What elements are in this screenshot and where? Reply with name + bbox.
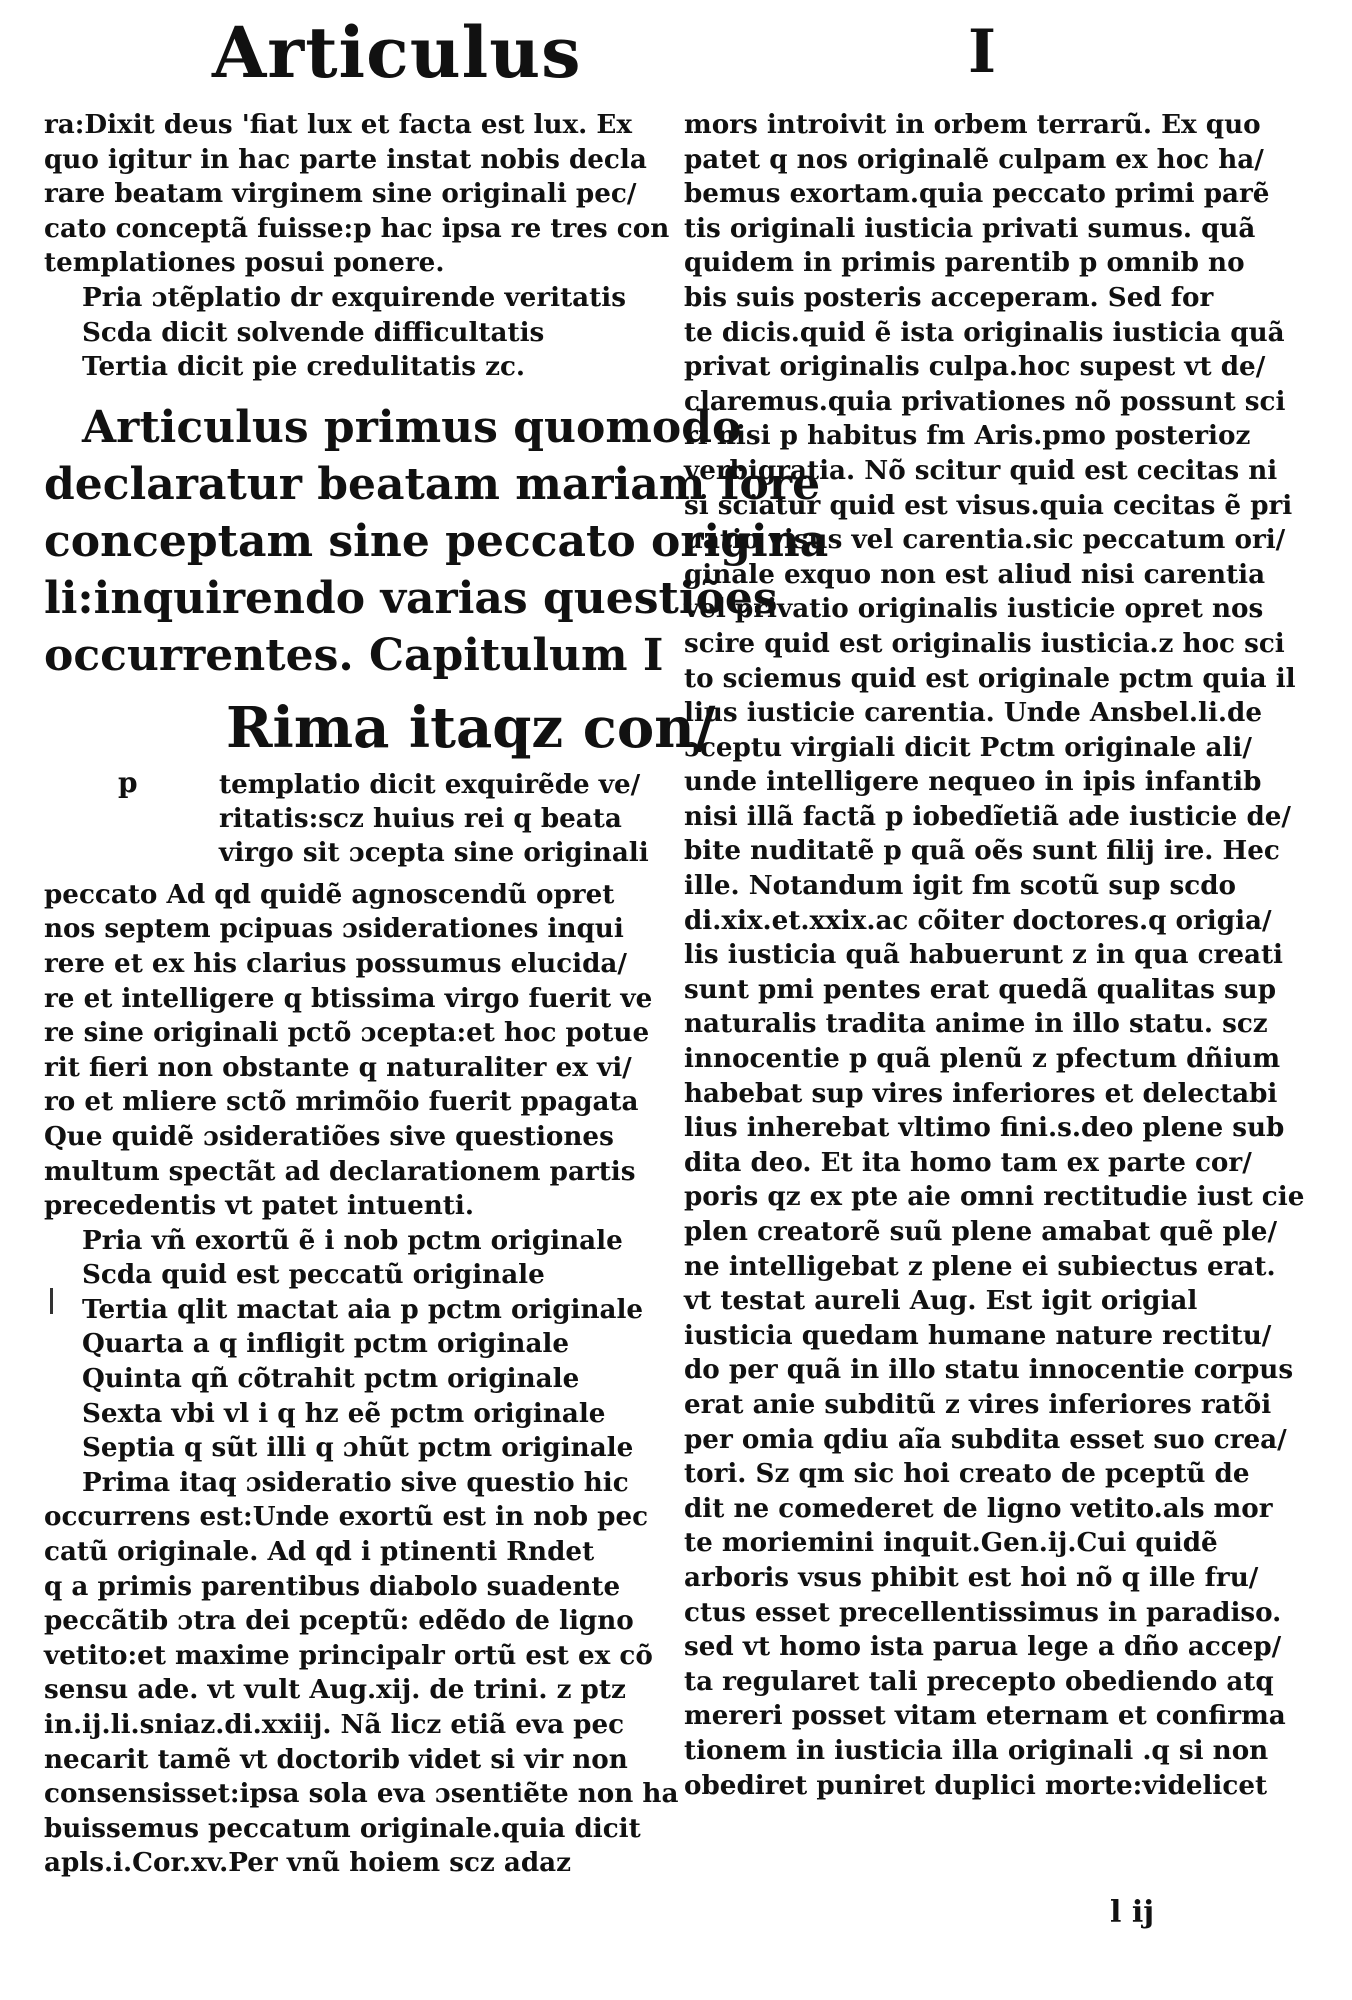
- text-line: tionem in iusticia illa originali .q si non: [684, 1734, 1269, 1766]
- body-paragraph: [44, 878, 653, 1224]
- text-line: catũ originale. Ad qd i ptinenti Rndet: [44, 1536, 595, 1568]
- list-item: Quarta a q infligit pctm originale: [82, 1328, 570, 1360]
- text-line: in.ij.li.sniaz.di.xxiij. Nã licz etiã eva pec: [44, 1709, 625, 1740]
- text-line: sunt pmi pentes erat quedã qualitas sup: [684, 973, 1277, 1005]
- text-line: mereri posset vitam eternam et confirma: [684, 1700, 1286, 1732]
- text-line: di.xix.et.xxix.ac cõiter doctores.q origia/: [684, 904, 1272, 936]
- text-line: consensisset:ipsa sola eva ɔsentiẽte non ha: [44, 1778, 679, 1810]
- heading-line: occurrentes. Capitulum I: [44, 629, 664, 681]
- final-paragraph: [44, 1466, 679, 1881]
- text-line: ta regularet tali precepto obediendo atq: [684, 1665, 1274, 1697]
- text-line: multum spectãt ad declarationem partis: [44, 1155, 636, 1187]
- text-line: iusticia quedam humane nature rectitu/: [684, 1319, 1272, 1351]
- text-line: lius inherebat vltimo fini.s.deo plene sub: [684, 1112, 1285, 1144]
- text-line: cato conceptã fuisse:p hac ipsa re tres con: [44, 212, 670, 244]
- list-item: Tertia dicit pie credulitatis zc.: [82, 351, 526, 383]
- list-item: Septia q sũt illi q ɔhũt pctm originale: [82, 1432, 634, 1464]
- heading-line: conceptam sine peccato origina: [44, 515, 829, 567]
- list-item: Pria vñ exortũ ẽ i nob pctm originale: [82, 1224, 623, 1256]
- text-line: unde intelligere nequeo in ipis infantib: [684, 766, 1262, 798]
- text-line: do per quã in illo statu innocentie corpus: [684, 1354, 1294, 1386]
- text-line: Que quidẽ ɔsideratiões sive questiones: [44, 1120, 614, 1152]
- text-line: buissemus peccatum originale.quia dicit: [44, 1812, 641, 1844]
- list-item: Pria ɔtẽplatio dr exquirende veritatis: [82, 281, 626, 313]
- text-line: ritatis:scz huius rei q beata: [219, 802, 622, 834]
- text-line: to sciemus quid est originale pctm quia il: [684, 662, 1296, 694]
- text-line: q a primis parentibus diabolo suadente: [44, 1570, 621, 1602]
- text-line: uatio visus vel carentia.sic peccatum ori/: [684, 524, 1286, 556]
- text-line: ctus esset precellentissimus in paradiso.: [684, 1596, 1282, 1628]
- text-line: templationes posui ponere.: [44, 247, 445, 279]
- margin-mark: [50, 1288, 53, 1314]
- text-line: vt testat aureli Aug. Est igit origial: [684, 1285, 1198, 1317]
- list-item: Quinta qñ cõtrahit pctm originale: [82, 1363, 580, 1395]
- text-line: rit fieri non obstante q naturaliter ex vi/: [44, 1051, 632, 1083]
- text-line: per omia qdiu aĩa subdita esset suo crea/: [684, 1423, 1287, 1455]
- heading-line: Articulus primus quomodo: [82, 401, 742, 453]
- text-line: peccãtib ɔtra dei pceptũ: edẽdo de ligno: [44, 1605, 634, 1637]
- text-line: ne intelligebat z plene ei subiectus erat.: [684, 1250, 1276, 1282]
- text-line: patet q nos originalẽ culpam ex hoc ha/: [684, 143, 1264, 175]
- text-line: si sciatur quid est visus.quia cecitas ẽ pri: [684, 489, 1293, 521]
- text-line: ille. Notandum igit fm scotũ sup scdo: [684, 870, 1237, 902]
- contemplation-list: [44, 281, 642, 385]
- list-item: Scda dicit solvende difficultatis: [82, 316, 545, 348]
- text-line: plen creatorẽ suũ plene amabat quẽ ple/: [684, 1216, 1278, 1247]
- text-line: bemus exortam.quia peccato primi parẽ: [684, 178, 1270, 210]
- heading-line: li:inquirendo varias questiões: [44, 572, 778, 624]
- left-column: [44, 108, 829, 1881]
- text-line: ra:Dixit deus 'fiat lux et facta est lux. Ex: [44, 109, 632, 140]
- signature-mark: l ij: [1110, 1895, 1155, 1930]
- text-line: sensu ade. vt vult Aug.xij. de trini. z ptz: [44, 1674, 626, 1706]
- text-line: necarit tamẽ vt doctorib videt si vir non: [44, 1743, 628, 1775]
- list-item: Tertia qlit mactat aia p pctm originale: [82, 1293, 644, 1325]
- text-line: apls.i.Cor.xv.Per vnũ hoiem scz adaz: [44, 1847, 571, 1879]
- text-line: te moriemini inquit.Gen.ij.Cui quidẽ: [684, 1527, 1218, 1559]
- text-line: virgo sit ɔcepta sine originali: [219, 836, 649, 868]
- text-line: ginale exquo non est aliud nisi carentia: [684, 558, 1266, 590]
- text-line: privat originalis culpa.hoc supest vt de/: [684, 351, 1266, 383]
- list-item: Sexta vbi vl i q hz eẽ pctm originale: [82, 1397, 606, 1429]
- list-item: Scda quid est peccatũ originale: [82, 1259, 545, 1291]
- intro-paragraph: [44, 108, 670, 281]
- text-line: poris qz ex pte aie omni rectitudie iust cie: [684, 1181, 1305, 1213]
- text-line: Prima itaq ɔsideratio sive questio hic: [82, 1466, 629, 1498]
- running-title: Articulus: [212, 11, 582, 94]
- chapter-heading: [44, 399, 829, 684]
- text-line: re sine originali pctõ ɔcepta:et hoc potue: [44, 1017, 650, 1049]
- text-line: arboris vsus phibit est hoi nõ q ille fru/: [684, 1561, 1259, 1593]
- text-line: tis originali iusticia privati sumus. quã: [684, 212, 1256, 244]
- text-line: quidem in primis parentib p omnib no: [684, 247, 1245, 279]
- text-line: re et intelligere q btissima virgo fuerit ve: [44, 982, 653, 1014]
- text-line: bis suis posteris acceperam. Sed for: [684, 281, 1214, 313]
- text-line: erat anie subditũ z vires inferiores ratõi: [684, 1388, 1272, 1420]
- text-line: peccato Ad qd quidẽ agnoscendũ opret: [44, 878, 615, 910]
- text-line: mors introivit in orbem terrarũ. Ex quo: [684, 109, 1261, 140]
- text-line: vetito:et maxime principalr ortũ est ex cõ: [44, 1639, 653, 1671]
- heading-line: declaratur beatam mariam fore: [44, 458, 821, 510]
- text-line: lius iusticie carentia. Unde Ansbel.li.de: [684, 697, 1262, 729]
- text-line: dita deo. Et ita homo tam ex parte cor/: [684, 1146, 1252, 1178]
- text-line: vel privatio originalis iusticie opret nos: [684, 593, 1264, 625]
- text-line: obediret puniret duplici morte:videlicet: [684, 1769, 1268, 1801]
- text-line: tori. Sz qm sic hoi creato de pceptũ de: [684, 1458, 1250, 1490]
- text-line: bite nuditatẽ p quã oẽs sunt filij ire. Hec: [684, 835, 1280, 867]
- text-line: verbigratia. Nõ scitur quid est cecitas ni: [684, 454, 1278, 486]
- text-line: te dicis.quid ẽ ista originalis iusticia quã: [684, 316, 1285, 348]
- questions-list: [44, 1224, 642, 1466]
- text-line: templatio dicit exquirẽde ve/: [219, 768, 641, 800]
- text-line: claremus.quia privationes nõ possunt sci: [684, 385, 1286, 417]
- text-line: rere et ex his clarius possumus elucida/: [44, 947, 627, 979]
- text-line: nisi illã factã p iobedĩetiã ade iusticie de/: [684, 800, 1291, 832]
- text-line: lis iusticia quã habuerunt z in qua creati: [684, 939, 1284, 971]
- folio-number: I: [968, 17, 997, 87]
- text-line: ri nisi p habitus fm Aris.pmo posterioz: [684, 420, 1251, 452]
- initial-line: Rima itaqz con/: [226, 694, 716, 761]
- text-line: occurrens est:Unde exortũ est in nob pec: [44, 1501, 649, 1533]
- text-line: rare beatam virginem sine originali pec/: [44, 178, 637, 210]
- text-line: quo igitur in hac parte instat nobis decla: [44, 143, 647, 175]
- initial-paragraph: [44, 694, 716, 878]
- text-line: naturalis tradita anime in illo statu. scz: [684, 1008, 1268, 1040]
- text-line: innocentie p quã plenũ z pfectum dñium: [684, 1043, 1281, 1075]
- text-line: dit ne comederet de ligno vetito.als mor: [684, 1492, 1273, 1524]
- text-line: habebat sup vires inferiores et delectabi: [684, 1077, 1278, 1109]
- text-line: scire quid est originalis iusticia.z hoc sci: [684, 627, 1285, 659]
- text-line: ro et mliere sctõ mrimõio fuerit ppagata: [44, 1086, 639, 1118]
- text-line: nos septem pcipuas ɔsiderationes inqui: [44, 913, 624, 945]
- text-line: precedentis vt patet intuenti.: [44, 1190, 474, 1222]
- guide-letter: p: [118, 765, 138, 799]
- text-line: ɔceptu virgiali dicit Pctm originale ali/: [684, 731, 1252, 763]
- text-line: sed vt homo ista parua lege a dño accep/: [684, 1631, 1282, 1663]
- right-column: [684, 108, 1305, 1803]
